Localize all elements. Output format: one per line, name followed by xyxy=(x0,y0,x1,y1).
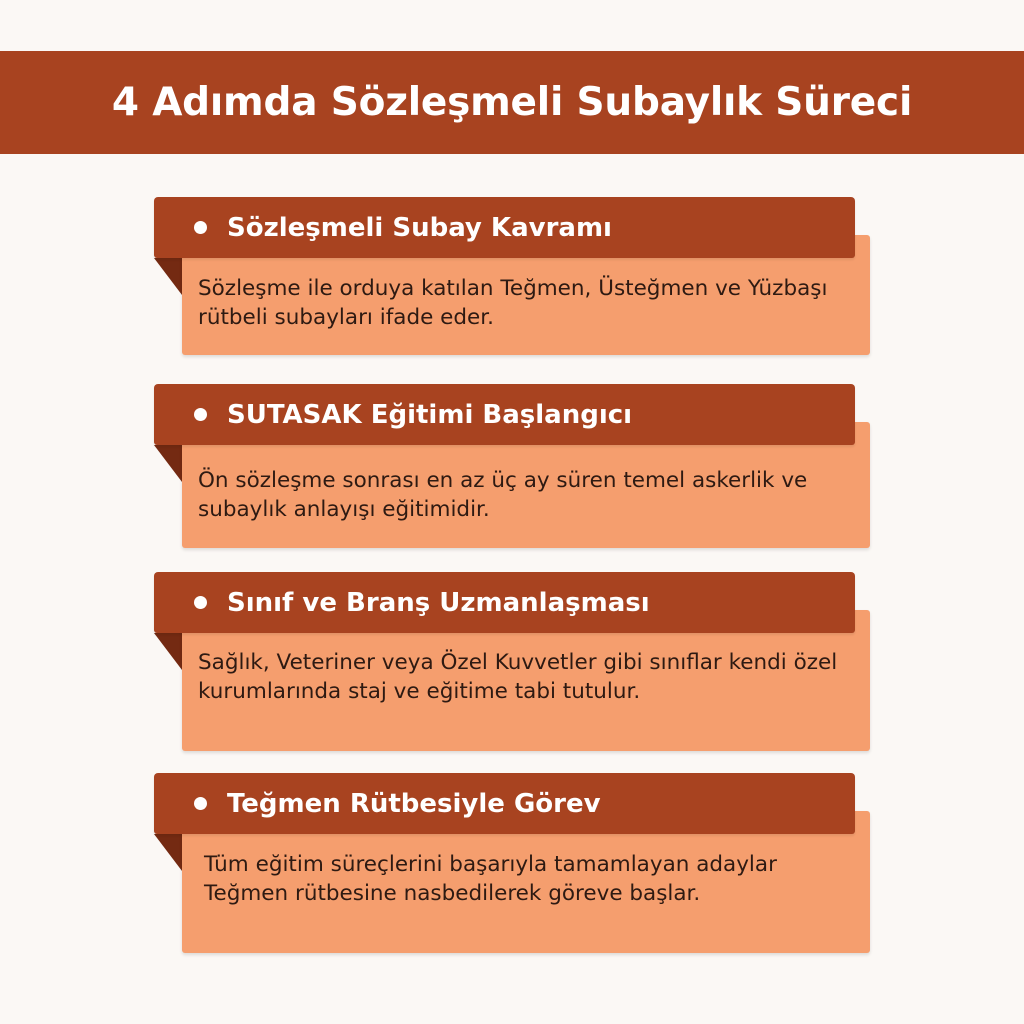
step-header xyxy=(154,773,855,834)
step-header xyxy=(154,197,855,258)
bullet-icon xyxy=(194,797,207,810)
step-description: Sağlık, Veteriner veya Özel Kuvvetler gibi sınıflar kendi özel kurumlarında staj ve eğitime tabi tutulur. xyxy=(198,650,838,704)
fold-shadow xyxy=(154,445,182,482)
step-title: Sözleşmeli Subay Kavramı xyxy=(227,212,612,243)
step-description: Ön sözleşme sonrası en az üç ay süren temel askerlik ve subaylık anlayışı eğitimidir. xyxy=(198,468,808,522)
step-title: SUTASAK Eğitimi Başlangıcı xyxy=(227,399,633,430)
step-description: Sözleşme ile orduya katılan Teğmen, Üsteğmen ve Yüzbaşı rütbeli subayları ifade eder. xyxy=(198,276,828,330)
fold-shadow xyxy=(154,834,182,871)
step-header xyxy=(154,384,855,445)
page-title: 4 Adımda Sözleşmeli Subaylık Süreci xyxy=(111,80,913,125)
bullet-icon xyxy=(194,408,207,421)
step-title: Sınıf ve Branş Uzmanlaşması xyxy=(227,587,650,618)
fold-shadow xyxy=(154,633,182,670)
bullet-icon xyxy=(194,596,207,609)
step-title: Teğmen Rütbesiyle Görev xyxy=(227,788,601,819)
step-header xyxy=(154,572,855,633)
title-banner xyxy=(0,51,1024,154)
fold-shadow xyxy=(154,258,182,295)
bullet-icon xyxy=(194,221,207,234)
step-description: Tüm eğitim süreçlerini başarıyla tamamlayan adaylar Teğmen rütbesine nasbedilerek göreve başlar. xyxy=(204,852,777,906)
